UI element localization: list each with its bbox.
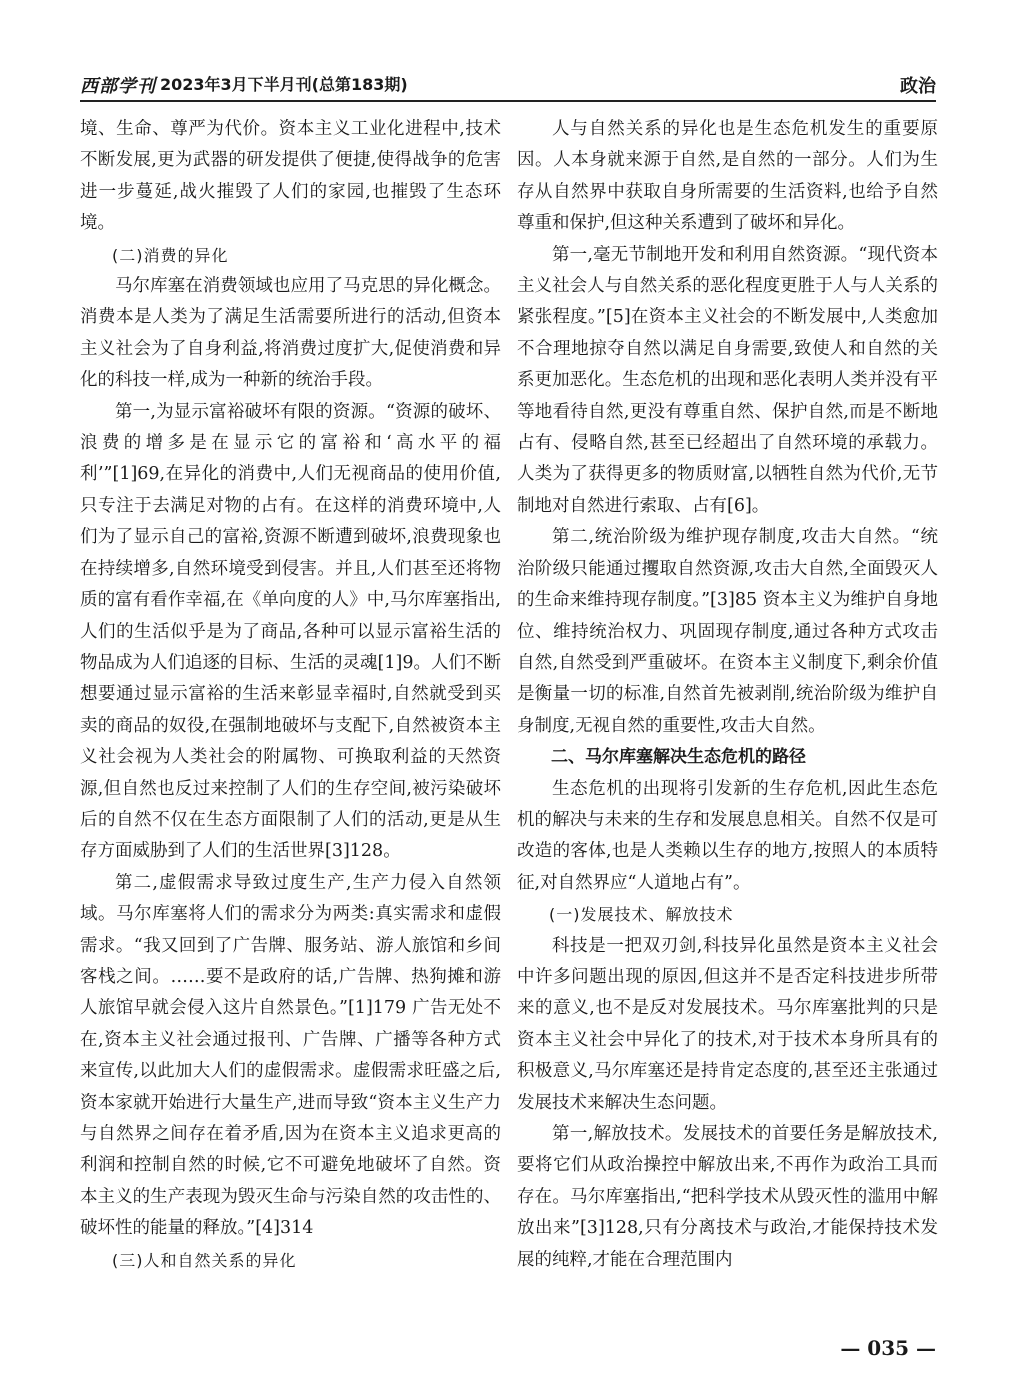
issue-info: 2023年3月下半月刊(总第183期) [160, 75, 408, 94]
right-column [517, 114, 938, 1276]
subsection-heading: (一)发展技术、解放技术 [549, 905, 734, 925]
page-number: — 035 — [840, 1336, 936, 1360]
subsection-heading: (二)消费的异化 [112, 245, 229, 265]
paragraph: 科技是一把双刃剑,科技异化虽然是资本主义社会中许多问题出现的原因,但这并不是否定科技进步所带来的意义,也不是反对发展技术。马尔库塞批判的只是资本主义社会中异化了的技术,对于技术本身所具有的积极意义,马尔库塞还是持肯定态度的,甚至还主张通过发展技术来解决生态问题。 [517, 935, 938, 1113]
paragraph: 马尔库塞在消费领域也应用了马克思的异化概念。消费本是人类为了满足生活需要所进行的活动,但资本主义社会为了自身利益,将消费过度扩大,促使消费和异化的科技一样,成为一种新的统治手段。 [80, 276, 501, 391]
subsection-heading: (三)人和自然关系的异化 [112, 1250, 297, 1270]
section-name: 政治 [900, 76, 936, 97]
running-header [80, 66, 936, 102]
paragraph: 第一,解放技术。发展技术的首要任务是解放技术,要将它们从政治操控中解放出来,不再作为政治工具而存在。马尔库塞指出,“把科学技术从毁灭性的滥用中解放出来”[3]128,只有分离技术与政治,才能保持技术发展的纯粹,才能在合理范围内 [517, 1124, 938, 1270]
paragraph: 第一,毫无节制地开发和利用自然资源。“现代资本主义社会人与自然关系的恶化程度更胜于人与人关系的紧张程度。”[5]在资本主义社会的不断发展中,人类愈加不合理地掠夺自然以满足自身需要,致使人和自然的关系更加恶化。生态危机的出现和恶化表明人类并没有平等地看待自然,更没有尊重自然、保护自然,而是不断地占有、侵略自然,甚至已经超出了自然环境的承载力。人类为了获得更多的物质财富,以牺牲自然为代价,无节制地对自然进行索取、占有[6]。 [517, 244, 938, 516]
left-column [80, 114, 501, 1276]
paragraph: 境、生命、尊严为代价。资本主义工业化进程中,技术不断发展,更为武器的研发提供了便捷,使得战争的危害进一步蔓延,战火摧毁了人们的家园,也摧毁了生态环境。 [80, 119, 501, 234]
journal-logo: 西部学刊 [80, 76, 156, 97]
section-heading: 二、马尔库塞解决生态危机的路径 [551, 747, 806, 768]
paragraph: 生态危机的出现将引发新的生存危机,因此生态危机的解决与未来的生存和发展息息相关。自然不仅是可改造的客体,也是人类赖以生存的地方,按照人的本质特征,对自然界应“人道地占有”。 [517, 778, 938, 893]
paragraph: 第一,为显示富裕破坏有限的资源。“资源的破坏、浪费的增多是在显示它的富裕和‘高水平的福利’”[1]69,在异化的消费中,人们无视商品的使用价值,只专注于去满足对物的占有。在这样的消费环境中,人们为了显示自己的富裕,资源不断遭到破坏,浪费现象也在持续增多,自然环境受到侵害。并且,人们甚至还将物质的富有看作幸福,在《单向度的人》中,马尔库塞指出,人们的生活似乎是为了商品,各种可以显示富裕生活的物品成为人们追逐的目标、生活的灵魂[1]9。人们不断想要通过显示富裕的生活来彰显幸福时,自然就受到买卖的商品的奴役,在强制地破坏与支配下,自然被资本主义社会视为人类社会的附属物、可换取利益的天然资源,但自然也反过来控制了人们的生存空间,被污染破坏后的自然不仅在生态方面限制了人们的活动,更是从生存方面威胁到了人们的生活世界[3]128。 [80, 401, 501, 862]
paragraph: 第二,统治阶级为维护现存制度,攻击大自然。“统治阶级只能通过攫取自然资源,攻击大自然,全面毁灭人的生命来维持现存制度。”[3]85 资本主义为维护自身地位、维持统治权力、巩固现存制度,通过各种方式攻击自然,自然受到严重破坏。在资本主义制度下,剩余价值是衡量一切的标准,自然首先被剥削,统治阶级为维护自身制度,无视自然的重要性,攻击大自然。 [517, 527, 938, 736]
paragraph: 人与自然关系的异化也是生态危机发生的重要原因。人本身就来源于自然,是自然的一部分。人们为生存从自然界中获取自身所需要的生活资料,也给予自然尊重和保护,但这种关系遭到了破坏和异化。 [517, 119, 938, 234]
paragraph: 第二,虚假需求导致过度生产,生产力侵入自然领域。马尔库塞将人们的需求分为两类:真实需求和虚假需求。“我又回到了广告牌、服务站、游人旅馆和乡间客栈之间。……要不是政府的话,广告牌、热狗摊和游人旅馆早就会侵入这片自然景色。”[1]179 广告无处不在,资本主义社会通过报刊、广告牌、广播等各种方式来宣传,以此加大人们的虚假需求。虚假需求旺盛之后,资本家就开始进行大量生产,进而导致“资本主义生产力与自然界之间存在着矛盾,因为在资本主义追求更高的利润和控制自然的时候,它不可避免地破坏了自然。资本主义的生产表现为毁灭生命与污染自然的攻击性的、破坏性的能量的释放。”[4]314 [80, 872, 501, 1239]
